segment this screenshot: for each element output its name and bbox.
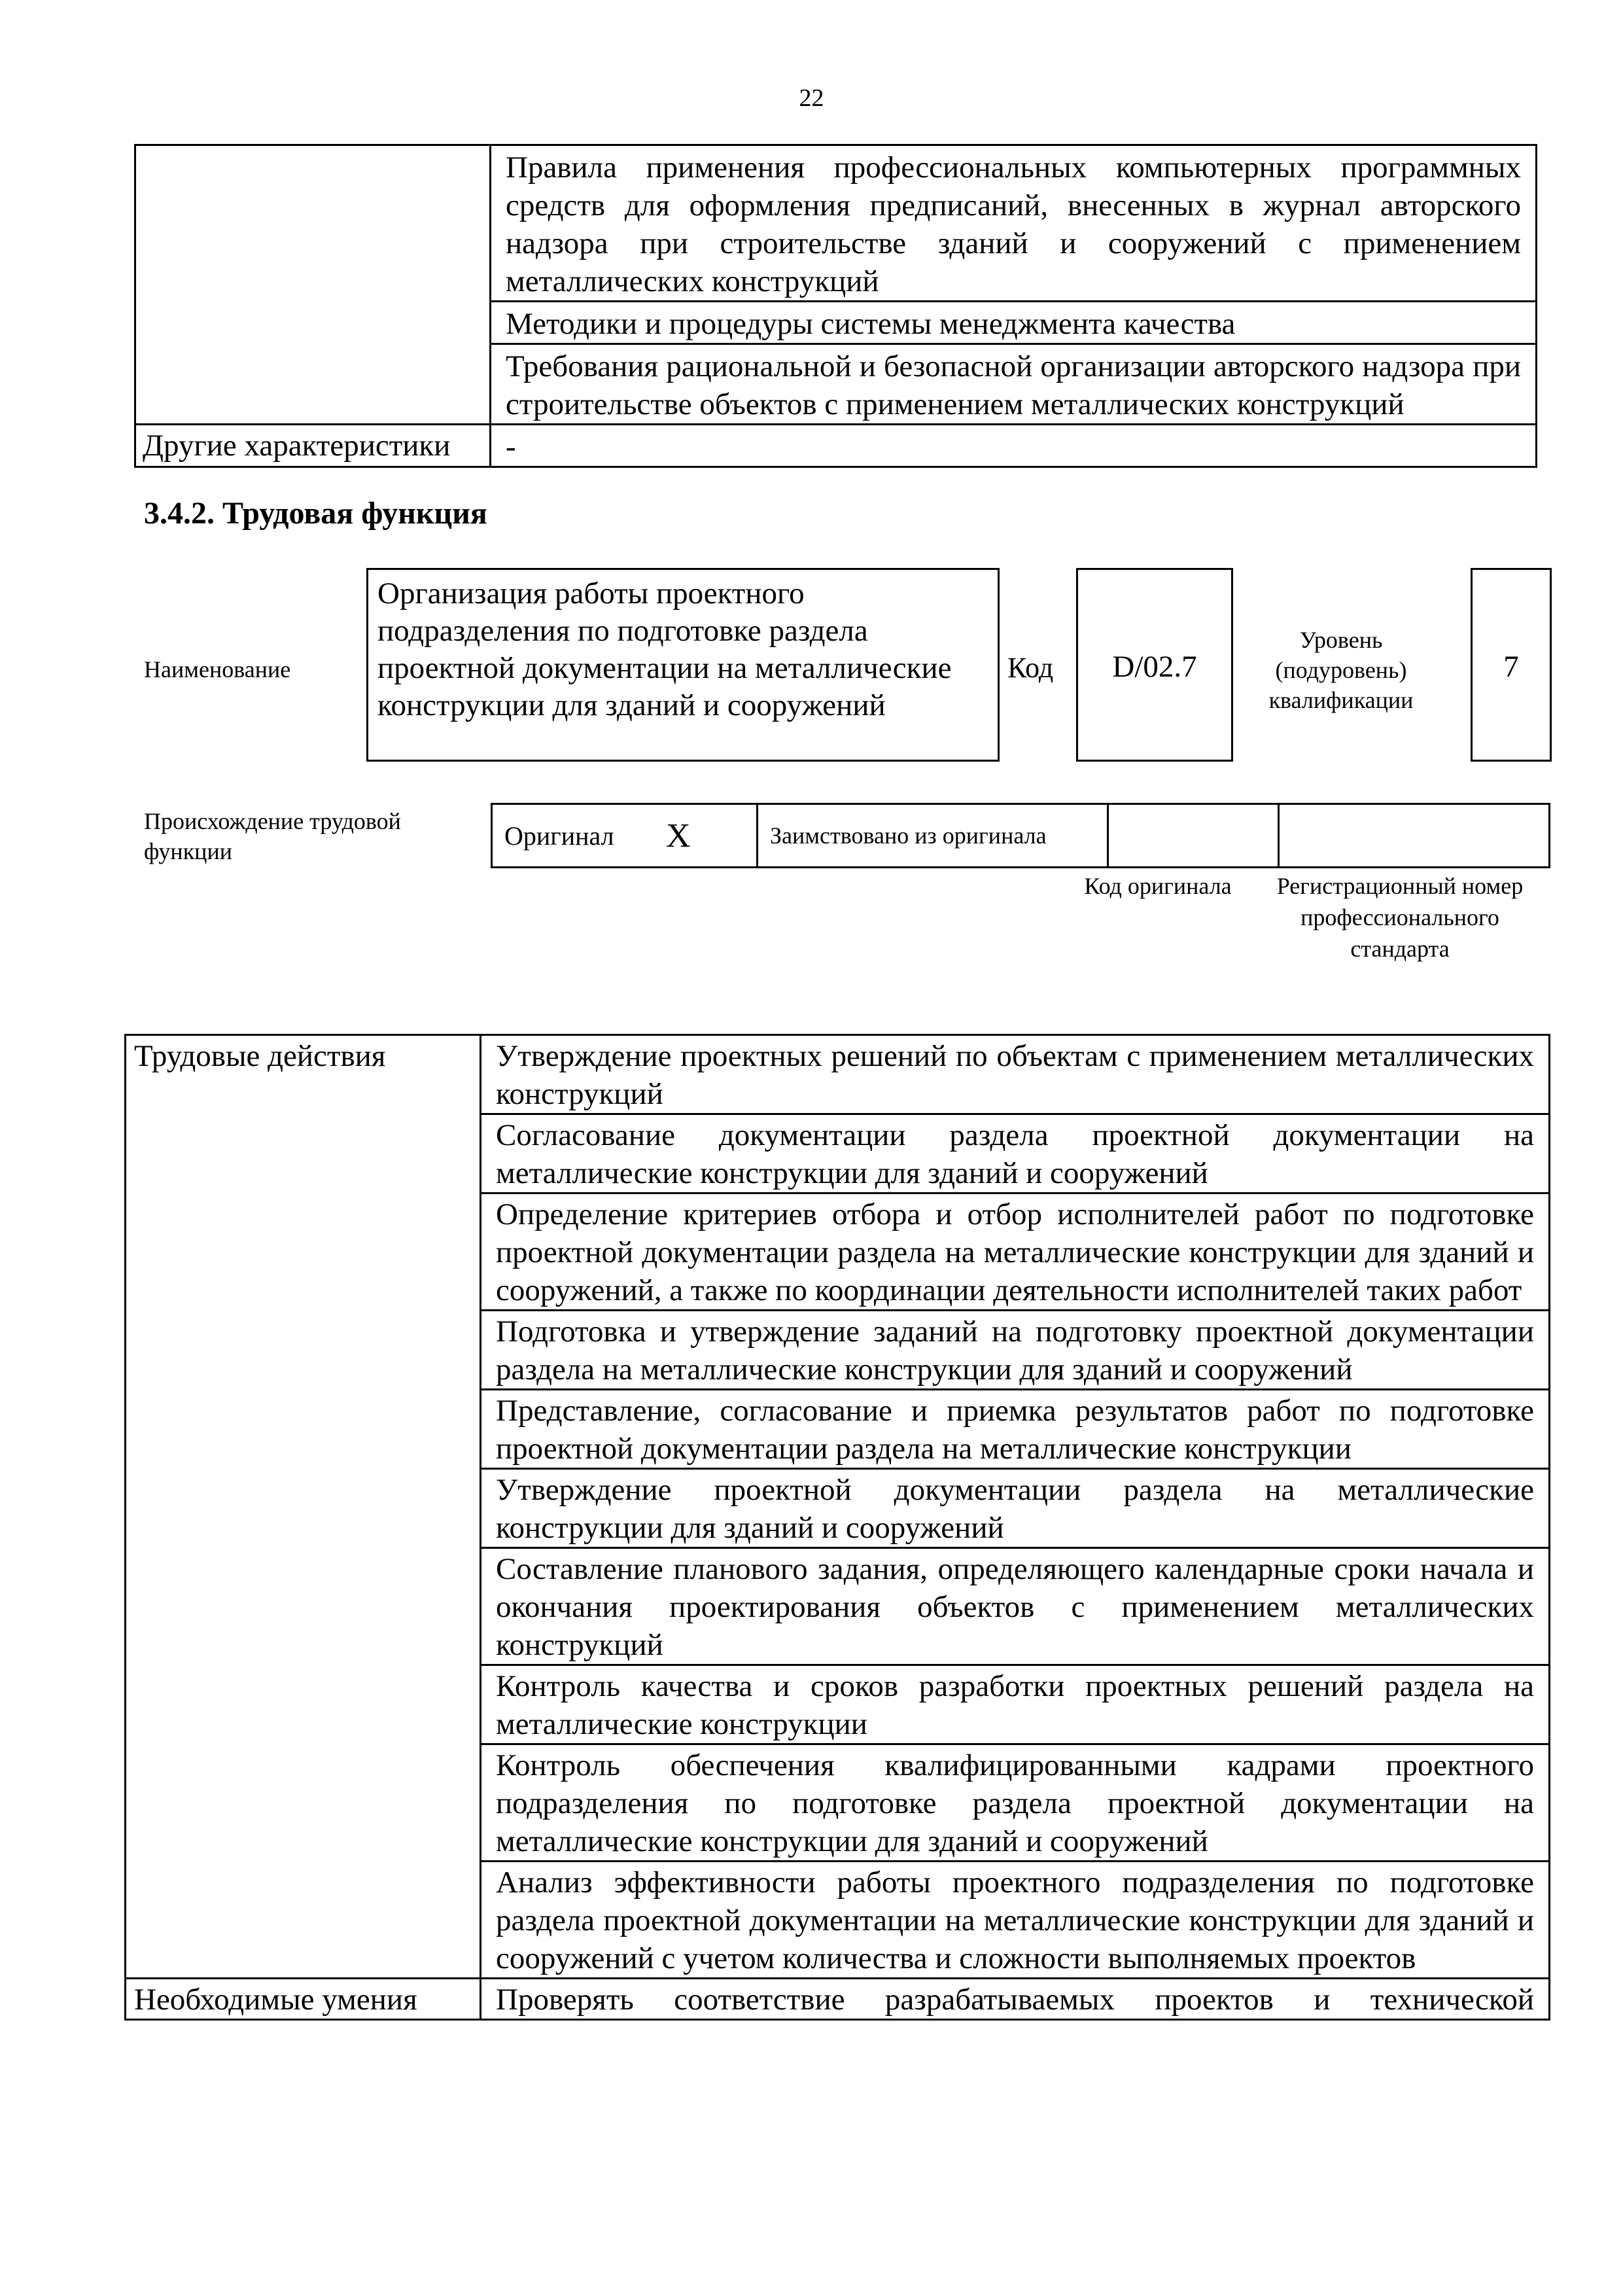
origin-original-label: Оригинал — [504, 821, 614, 851]
table-row: Требования рациональной и безопасной организации авторского надзора при строительстве объектов с применением металлических конструкций — [491, 344, 1537, 425]
origin-reg-cell — [1279, 804, 1550, 868]
other-characteristics-label: Другие характеристики — [135, 425, 491, 467]
origin-table — [491, 803, 1550, 868]
actions-label-cell: Трудовые действия — [126, 1035, 481, 1979]
code-label: Код — [1007, 652, 1054, 684]
origin-borrowed-cell: Заимствовано из оригинала — [758, 804, 1108, 868]
table-row: Утверждение проектной документации раздела на металлические конструкции для зданий и сооружений — [481, 1469, 1550, 1548]
level-value-box: 7 — [1471, 568, 1552, 762]
table-row: Проверять соответствие разрабатываемых проектов и технической — [481, 1979, 1550, 2020]
table-row: Правила применения профессиональных компьютерных программных средств для оформления предписаний, внесенных в журнал авторского надзора при строительстве зданий и сооружений с применением металлических конструкций — [491, 145, 1537, 302]
table-row: Составление планового задания, определяющего календарные сроки начала и окончания проектирования объектов с применением металлических конструкций — [481, 1548, 1550, 1665]
code-original-caption: Код оригинала — [1084, 873, 1232, 899]
function-name-box: Организация работы проектного подразделения по подготовке раздела проектной документации на металлические конструкции для зданий и сооружений — [366, 568, 1000, 762]
table-row: Подготовка и утверждение заданий на подготовку проектной документации раздела на металлические конструкции для зданий и сооружений — [481, 1311, 1550, 1390]
section-title: 3.4.2. Трудовая функция — [144, 496, 487, 531]
page-number: 22 — [799, 84, 824, 112]
level-label: Уровень (подуровень) квалификации — [1268, 627, 1414, 713]
table-row: Согласование документации раздела проектной документации на металлические конструкции для зданий и сооружений — [481, 1114, 1550, 1193]
code-value-box: D/02.7 — [1076, 568, 1233, 762]
table-row: Методики и процедуры системы менеджмента качества — [491, 302, 1537, 344]
empty-label-cell — [135, 145, 491, 425]
name-label: Наименование — [144, 656, 291, 682]
origin-label: Происхождение трудовой функции — [144, 808, 401, 864]
table-row: Утверждение проектных решений по объектам с применением металлических конструкций — [481, 1035, 1550, 1114]
table-row: Представление, согласование и приемка результатов работ по подготовке проектной документации раздела на металлические конструкции — [481, 1390, 1550, 1469]
table-row: Определение критериев отбора и отбор исполнителей работ по подготовке проектной документации раздела на металлические конструкции для зданий и сооружений, а также по координации деятельности исполнителей таких работ — [481, 1193, 1550, 1311]
registration-number-caption: Регистрационный номер профессионального стандарта — [1276, 873, 1524, 962]
table-row: Контроль качества и сроков разработки проектных решений раздела на металлические конструкции — [481, 1665, 1550, 1744]
origin-mark: X — [666, 817, 691, 855]
labor-actions-table — [124, 1034, 1550, 2021]
other-characteristics-value: - — [491, 425, 1537, 467]
origin-original-cell — [492, 804, 758, 868]
knowledge-continuation-table — [134, 144, 1537, 468]
table-row: Анализ эффективности работы проектного подразделения по подготовке раздела проектной документации на металлические конструкции для зданий и сооружений с учетом количества и сложности выполняемых проектов — [481, 1862, 1550, 1979]
table-row: Контроль обеспечения квалифицированными кадрами проектного подразделения по подготовке раздела проектной документации на металлические конструкции для зданий и сооружений — [481, 1744, 1550, 1862]
skills-label-cell: Необходимые умения — [126, 1979, 481, 2020]
origin-code-cell — [1108, 804, 1279, 868]
